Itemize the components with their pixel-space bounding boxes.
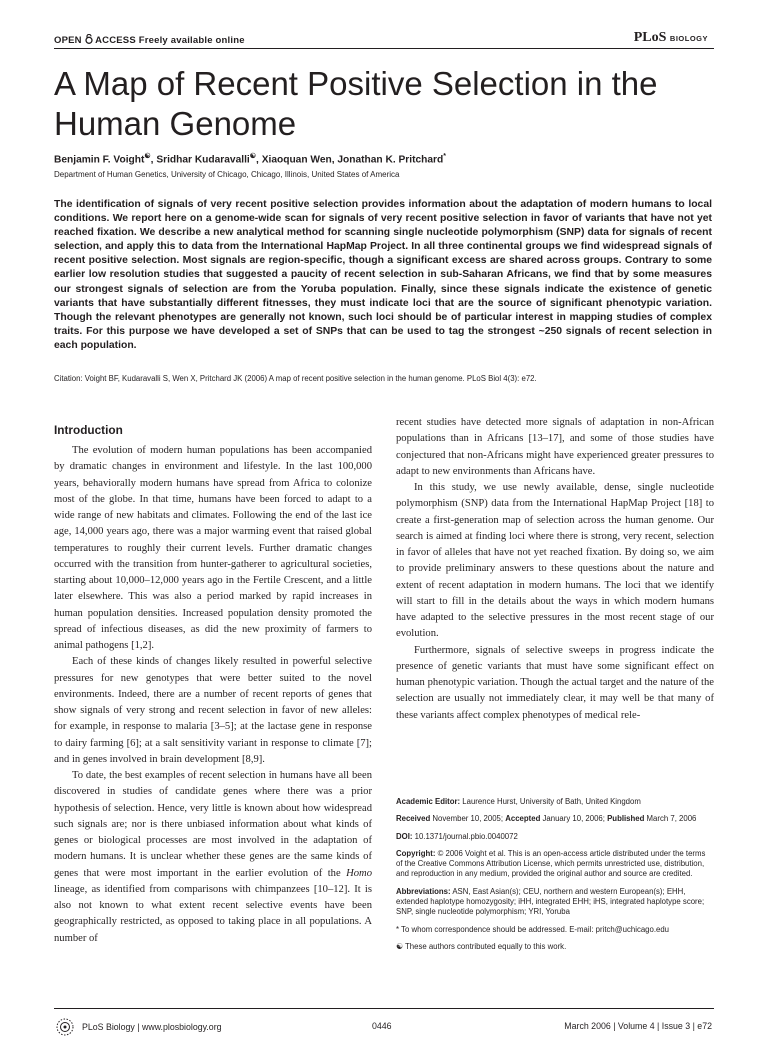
abbreviations: Abbreviations: ASN, East Asian(s); CEU, northern and western European(s); EHH, extended haplotype homozygosity; iHH, integrated EHH; iHS, integrated haplotype score; SNP, single nucleotide polymorphism; YRI, Yoruba [396,886,705,917]
left-column-body [54,443,372,947]
footer-journal-text[interactable]: PLoS Biology | www.plosbiology.org [82,1022,222,1032]
freely-available-label: Freely available online [138,35,245,46]
open-label: OPEN [54,35,82,46]
body-paragraph: Each of these kinds of changes likely resulted in powerful selective pressures for new genotypes that were better suited to the novel environments. Indeed, there are a number of recent reports of genes that show signals of very strong and recent selection in favor of new alleles: for example, in response to malaria [3–5]; at the lactase gene in response to dairy farming [6]; at a salt sensitivity variant in response to climate [7]; and in genes involved in brain development [8,9]. [54,656,372,765]
page-number: 0446 [372,1021,392,1031]
journal-logo [634,30,708,46]
equal-contribution-note: ☯ These authors contributed equally to this work. [396,941,567,951]
body-paragraph: The evolution of modern human populations has been accompanied by dramatic changes in environment and lifestyle. In the last 100,000 years, behaviorally modern humans have spread from Africa to colonize most of the globe. In that time, humans have been forced to adapt to a wide range of new habitats and climates. Following the end of the last ice age, 14,000 years ago, there was a major warming event that raised global temperatures to roughly their current levels. Further dramatic changes occurred with the transition from hunter-gatherer to agricultural societies, starting about 10,000–12,000 years ago in the Fertile Crescent, and a little later elsewhere. This was also a period marked by rapid increases in human population densities. Increased population density promoted the spread of infectious diseases, as did the new proximity of farmers to animal pathogens [1,2]. [54,445,372,651]
journal-name: PLoS [633,30,667,45]
doi-link[interactable]: 10.1371/journal.pbio.0040072 [412,831,518,841]
corresponding-author-mark: * [443,153,446,160]
section-heading-introduction: Introduction [54,423,123,437]
academic-editor: Academic Editor: Laurence Hurst, University of Bath, United Kingdom [396,797,641,806]
author-name: Jonathan K. Pritchard [337,154,444,166]
abstract: The identification of signals of very recent positive selection provides information about the adaptation of modern humans to local conditions. We report here on a genome-wide scan for signals of very recent positive selection in favor of variants that have not yet reached fixation. We describe a new analytical method for scanning single nucleotide polymorphism (SNP) data for signals of recent selection, and apply this to data from the International HapMap Project. In all three continental groups we find widespread signals of recent positive selection. Most signals are region-specific, though a significant excess are shared across groups. Contrary to some earlier low resolution studies that suggested a paucity of recent selection in sub-Saharan Africans, we find that by some measures our strongest signals of selection are from the Yoruba population. Finally, since these signals indicate the existence of genetic variants that have substantially different fitnesses, they must indicate loci that are the source of significant phenotypic variation. Though the relevant phenotypes are generally not known, such loci should be of particular interest in mapping studies of complex traits. For this purpose we have developed a set of SNPs that can be used to tag the strongest ~250 signals of recent selection in each population. [54,199,712,351]
correspondence: * To whom correspondence should be addressed. E-mail: pritch@uchicago.edu [396,924,670,934]
author-name: Sridhar Kudaravalli [156,154,250,166]
author-name: Benjamin F. Voight [54,154,145,166]
italic-term: Homo [346,867,372,879]
author-name: Xiaoquan Wen [261,154,332,166]
open-access-banner [54,34,245,46]
article-title: A Map of Recent Positive Selection in the Human Genome [54,65,658,142]
author-list: Benjamin F. Voight☯, Sridhar Kudaravalli☯, Xiaoquan Wen, Jonathan K. Pritchard* [54,153,446,166]
affiliation: Department of Human Genetics, University of Chicago, Chicago, Illinois, United States of America [54,170,400,179]
citation: Citation: Voight BF, Kudaravalli S, Wen X, Pritchard JK (2006) A map of recent positive selection in the human genome. PLoS Biol 4(3): e72. [54,374,537,383]
issue-info: March 2006 | Volume 4 | Issue 3 | e72 [564,1021,712,1031]
doi: DOI: 10.1371/journal.pbio.0040072 [396,831,518,841]
footer-divider [54,1008,714,1009]
access-label: ACCESS [95,35,136,46]
body-paragraph [54,768,372,947]
body-text: To date, the best examples of recent selection in humans have all been discovered in studies of candidate genes where there was a prior hypothesis of selection. Hence, very little is known about how widespread such signals are; nor is there unbiased information about what kinds of genes or biological processes are most involved in the adaptation of modern humans. It is unclear whether these genes are the same kinds of genes that were most important in the earlier evolution of the [54,770,372,879]
open-access-lock-icon [85,34,93,44]
equal-contribution-mark: ☯ [144,153,151,160]
footer-journal [54,1016,222,1038]
equal-contribution-mark: ☯ [249,153,257,160]
body-paragraph: Furthermore, signals of selective sweeps in progress indicate the presence of genetic variants that must have some significant effect on human phenotypic variation. Though the actual target and the nature of the selection are usually not immediately clear, it may well be that many of these variants affect complex phenotypes of medical rele- [396,644,714,721]
dates: Received November 10, 2005; Accepted January 10, 2006; Published March 7, 2006 [396,814,697,824]
body-paragraph: In this study, we use newly available, dense, single nucleotide polymorphism (SNP) data from the International HapMap Project [18] to create a first-generation map of selection across the human genome. Our search is aimed at finding loci where there is strong, very recent, selection in favor of alleles that have not yet reached fixation. By doing so, we aim to provide preliminary answers to these questions about the nature and extent of recent adaptation in modern humans. The loci that we identify will start to fill in the details about the ways in which modern humans have adapted to the selective pressures in the most recent stage of our evolution. [396,482,714,640]
body-paragraph: recent studies have detected more signals of adaptation in non-African populations than in Africans [13–17], and some of those studies have conjectured that non-Africans might have experienced greater pressures to adapt to new environments than Africans have. [396,417,714,477]
copyright: Copyright: © 2006 Voight et al. This is an open-access article distributed under the terms of the Creative Commons Attribution License, which permits unrestricted use, distribution, and reproduction in any medium, provided the original author and source are credited. [396,848,706,879]
article-metadata [396,797,714,959]
plos-logo-icon [54,1016,76,1038]
journal-subname: BIOLOGY [669,34,708,43]
header-divider [54,48,714,49]
body-text: lineage, as identified from comparisons with chimpanzees [10–12]. It is also not known to what extent recent selective events have been geographically restricted, as opposed to taking place in all populations. A number of [54,883,372,944]
right-column-body [396,415,714,724]
